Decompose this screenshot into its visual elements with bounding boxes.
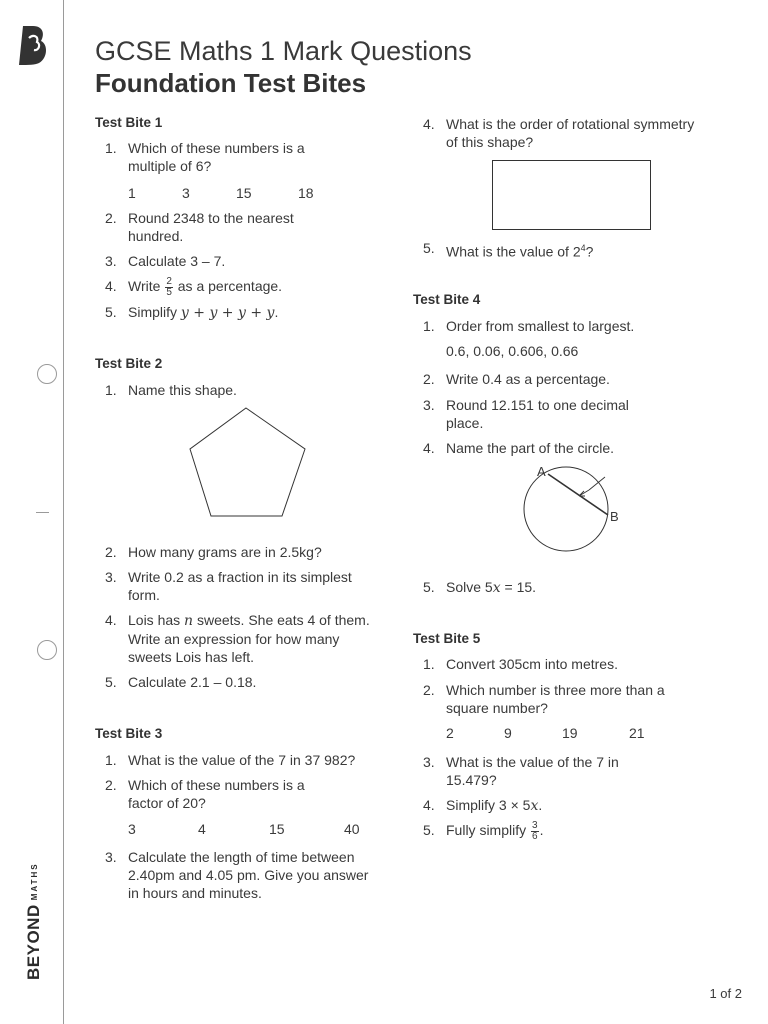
- question-number: 3.: [105, 569, 117, 585]
- text: as a percentage.: [177, 278, 283, 295]
- question-text: sweets Lois has left.: [128, 649, 255, 665]
- page-title: GCSE Maths 1 Mark Questions: [95, 36, 472, 66]
- question-text: Write 0.4 as a percentage.: [446, 371, 610, 387]
- question-text: [446, 821, 543, 842]
- right-column: [413, 0, 743, 1024]
- option: 3: [182, 185, 190, 201]
- question-number: 4.: [423, 797, 435, 813]
- brand-word: BEYOND: [24, 904, 43, 980]
- fraction-numerator: 3: [532, 820, 538, 831]
- question-number: 5.: [105, 304, 117, 320]
- text: .: [538, 797, 543, 813]
- question-text: 15.479?: [446, 772, 497, 788]
- question-text: How many grams are in 2.5kg?: [128, 544, 322, 560]
- test-bite-3-heading: Test Bite 3: [95, 726, 163, 741]
- question-text: Convert 305cm into metres.: [446, 656, 618, 672]
- question-text: [446, 578, 536, 598]
- center-mark: [36, 512, 49, 513]
- question-number: 2.: [423, 682, 435, 698]
- question-text: [446, 239, 593, 261]
- pentagon-shape: [190, 408, 310, 518]
- question-text: [128, 611, 370, 631]
- question-text: [128, 277, 282, 298]
- test-bite-2-heading: Test Bite 2: [95, 356, 163, 371]
- question-number: 3.: [105, 849, 117, 865]
- punch-hole-bottom: [37, 640, 57, 660]
- test-bite-5-heading: Test Bite 5: [413, 631, 481, 646]
- option: 19: [562, 725, 578, 741]
- text: .: [539, 822, 544, 839]
- question-text: Name this shape.: [128, 382, 237, 398]
- rectangle-shape: [492, 160, 652, 230]
- question-number: 2.: [423, 371, 435, 387]
- question-number: 4.: [423, 116, 435, 132]
- question-text: What is the value of the 7 in: [446, 754, 619, 770]
- point-label-a: A: [537, 464, 546, 479]
- question-text: Order from smallest to largest.: [446, 318, 635, 334]
- question-number: 1.: [105, 752, 117, 768]
- question-text: of this shape?: [446, 134, 534, 150]
- page-number: 1 of 2: [709, 986, 742, 1001]
- question-text: 0.6, 0.06, 0.606, 0.66: [446, 343, 579, 359]
- question-number: 5.: [105, 674, 117, 690]
- brand-sub: MATHS: [30, 862, 40, 901]
- page-subtitle: Foundation Test Bites: [95, 68, 367, 98]
- option: 15: [236, 185, 252, 201]
- text: Write: [128, 278, 161, 295]
- question-text: Which number is three more than a: [446, 682, 665, 698]
- question-text: [128, 303, 278, 323]
- text: = 15.: [500, 579, 537, 595]
- text: Fully simplify: [446, 822, 527, 839]
- text: Lois has: [128, 612, 181, 628]
- math-variable: n: [184, 613, 194, 629]
- left-column: [95, 0, 405, 1024]
- question-text: in hours and minutes.: [128, 885, 262, 901]
- question-text: Write 0.2 as a fraction in its simplest: [128, 569, 352, 585]
- text: Simplify: [128, 304, 178, 320]
- question-text: Which of these numbers is a: [128, 140, 305, 156]
- fraction-denominator: 6: [532, 831, 538, 842]
- option: 9: [504, 725, 512, 741]
- question-number: 1.: [105, 382, 117, 398]
- question-number: 1.: [105, 140, 117, 156]
- question-number: 5.: [423, 822, 435, 838]
- question-number: 4.: [105, 612, 117, 628]
- text: sweets. She eats 4 of them.: [196, 612, 370, 628]
- beyond-maths-brand: [24, 862, 44, 980]
- question-text: hundred.: [128, 228, 184, 244]
- question-text: form.: [128, 587, 160, 603]
- option: 21: [629, 725, 645, 741]
- question-number: 4.: [423, 440, 435, 456]
- question-text: Name the part of the circle.: [446, 440, 615, 456]
- text: .: [274, 304, 279, 320]
- punch-hole-top: [37, 364, 57, 384]
- question-text: Write an expression for how many: [128, 631, 340, 647]
- option: 4: [198, 821, 206, 837]
- question-text: Round 12.151 to one decimal: [446, 397, 629, 413]
- question-number: 5.: [423, 240, 435, 256]
- option: 18: [298, 185, 314, 201]
- question-text: What is the order of rotational symmetry: [446, 116, 695, 132]
- question-number: 1.: [423, 656, 435, 672]
- question-text: multiple of 6?: [128, 158, 212, 174]
- math-variable: x: [530, 798, 539, 814]
- margin-line: [63, 0, 64, 1024]
- option: 40: [344, 821, 360, 837]
- question-text: Round 2348 to the nearest: [128, 210, 294, 226]
- text: ?: [585, 243, 594, 260]
- test-bite-1-heading: Test Bite 1: [95, 115, 163, 130]
- question-number: 2.: [105, 777, 117, 793]
- option: 15: [269, 821, 285, 837]
- question-text: Calculate 3 – 7.: [128, 253, 226, 269]
- beyond-logo-icon: [17, 24, 49, 66]
- question-text: Which of these numbers is a: [128, 777, 305, 793]
- fraction: [531, 821, 539, 842]
- question-text: Calculate 2.1 – 0.18.: [128, 674, 257, 690]
- question-number: 3.: [423, 754, 435, 770]
- math-expression: y + y + y + y: [180, 305, 275, 321]
- question-number: 1.: [423, 318, 435, 334]
- question-text: place.: [446, 415, 484, 431]
- question-text: 2.40pm and 4.05 pm. Give you answer: [128, 867, 369, 883]
- question-number: 2.: [105, 210, 117, 226]
- math-variable: x: [492, 580, 501, 596]
- exponent: 4: [580, 243, 586, 253]
- text: What is the value of 2: [446, 243, 581, 260]
- test-bite-4-heading: Test Bite 4: [413, 292, 481, 307]
- text: Solve 5: [446, 579, 493, 595]
- option: 2: [446, 725, 454, 741]
- point-label-b: B: [610, 509, 619, 524]
- question-number: 2.: [105, 544, 117, 560]
- question-text: square number?: [446, 700, 548, 716]
- option: 3: [128, 821, 136, 837]
- question-text: factor of 20?: [128, 795, 206, 811]
- option: 1: [128, 185, 136, 201]
- text: Simplify 3 × 5: [446, 797, 531, 813]
- question-number: 3.: [423, 397, 435, 413]
- question-number: 5.: [423, 579, 435, 595]
- fraction: [165, 277, 173, 298]
- question-number: 3.: [105, 253, 117, 269]
- question-text: [446, 796, 542, 816]
- fraction-numerator: 2: [166, 276, 172, 287]
- question-number: 4.: [105, 278, 117, 294]
- question-text: What is the value of the 7 in 37 982?: [128, 752, 356, 768]
- question-text: Calculate the length of time between: [128, 849, 355, 865]
- fraction-denominator: 5: [166, 287, 172, 298]
